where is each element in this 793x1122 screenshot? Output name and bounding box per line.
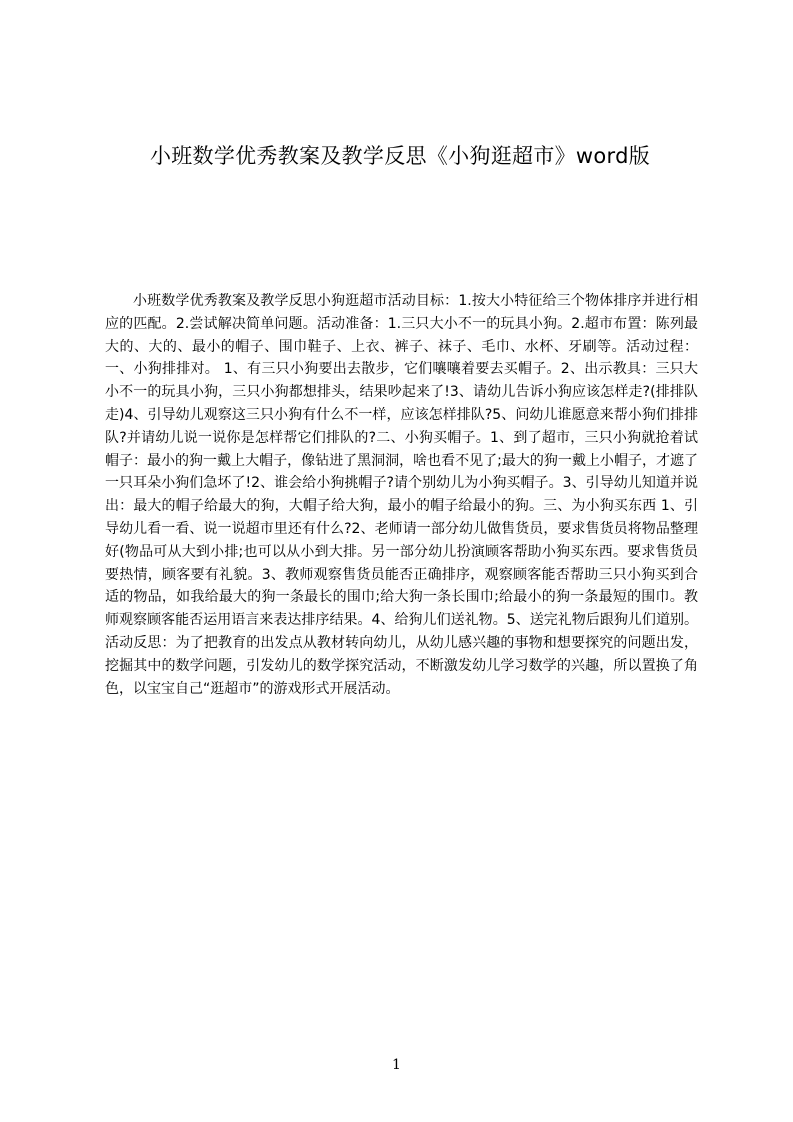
- body-paragraph: 小班数学优秀教案及教学反思小狗逛超市活动目标：1.按大小特征给三个物体排序并进行相应的匹配。2.尝试解决简单问题。活动准备：1.三只大小不一的玩具小狗。2.超市布置：陈列最大的、大的、最小的帽子、围巾鞋子、上衣、裤子、袜子、毛巾、水杯、牙刷等。活动过程：一、小狗排排对。 1、有三只小狗要出去散步，它们嚷嚷着要去买帽子。2、出示教具：三只大小不一的玩具小狗，三只小狗都想排头，结果吵起来了!3、请幼儿告诉小狗应该怎样走?(排排队走)4、引导幼儿观察这三只小狗有什么不一样，应该怎样排队?5、问幼儿谁愿意来帮小狗们排排队?并请幼儿说一说你是怎样帮它们排队的?二、小狗买帽子。1、到了超市，三只小狗就抢着试帽子：最小的狗一戴上大帽子，像钻进了黑洞洞，啥也看不见了;最大的狗一戴上小帽子，才遮了一只耳朵小狗们急坏了!2、谁会给小狗挑帽子?请个别幼儿为小狗买帽子。3、引导幼儿知道并说出：最大的帽子给最大的狗，大帽子给大狗，最小的帽子给最小的狗。三、为小狗买东西 1、引导幼儿看一看、说一说超市里还有什么?2、老师请一部分幼儿做售货员，要求售货员将物品整理好(物品可从大到小排;也可以从小到大排。另一部分幼儿扮演顾客帮助小狗买东西。要求售货员要热情，顾客要有礼貌。3、教师观察售货员能否正确排序，观察顾客能否帮助三只小狗买到合适的物品，如我给最大的狗一条最长的围巾;给大狗一条长围巾;给最小的狗一条最短的围巾。教师观察顾客能否运用语言来表达排序结果。4、给狗儿们送礼物。5、送完礼物后跟狗儿们道别。活动反思：为了把教育的出发点从教材转向幼儿，从幼儿感兴趣的事物和想要探究的问题出发，挖掘其中的数学问题，引发幼儿的数学探究活动，不断激发幼儿学习数学的兴趣，所以置换了角色，以宝宝自己“逛超市”的游戏形式开展活动。: [105, 293, 698, 697]
- document-title: 小班数学优秀教案及教学反思《小狗逛超市》word版: [149, 144, 651, 168]
- page-number: 1: [392, 1057, 401, 1073]
- document-body: [105, 290, 698, 820]
